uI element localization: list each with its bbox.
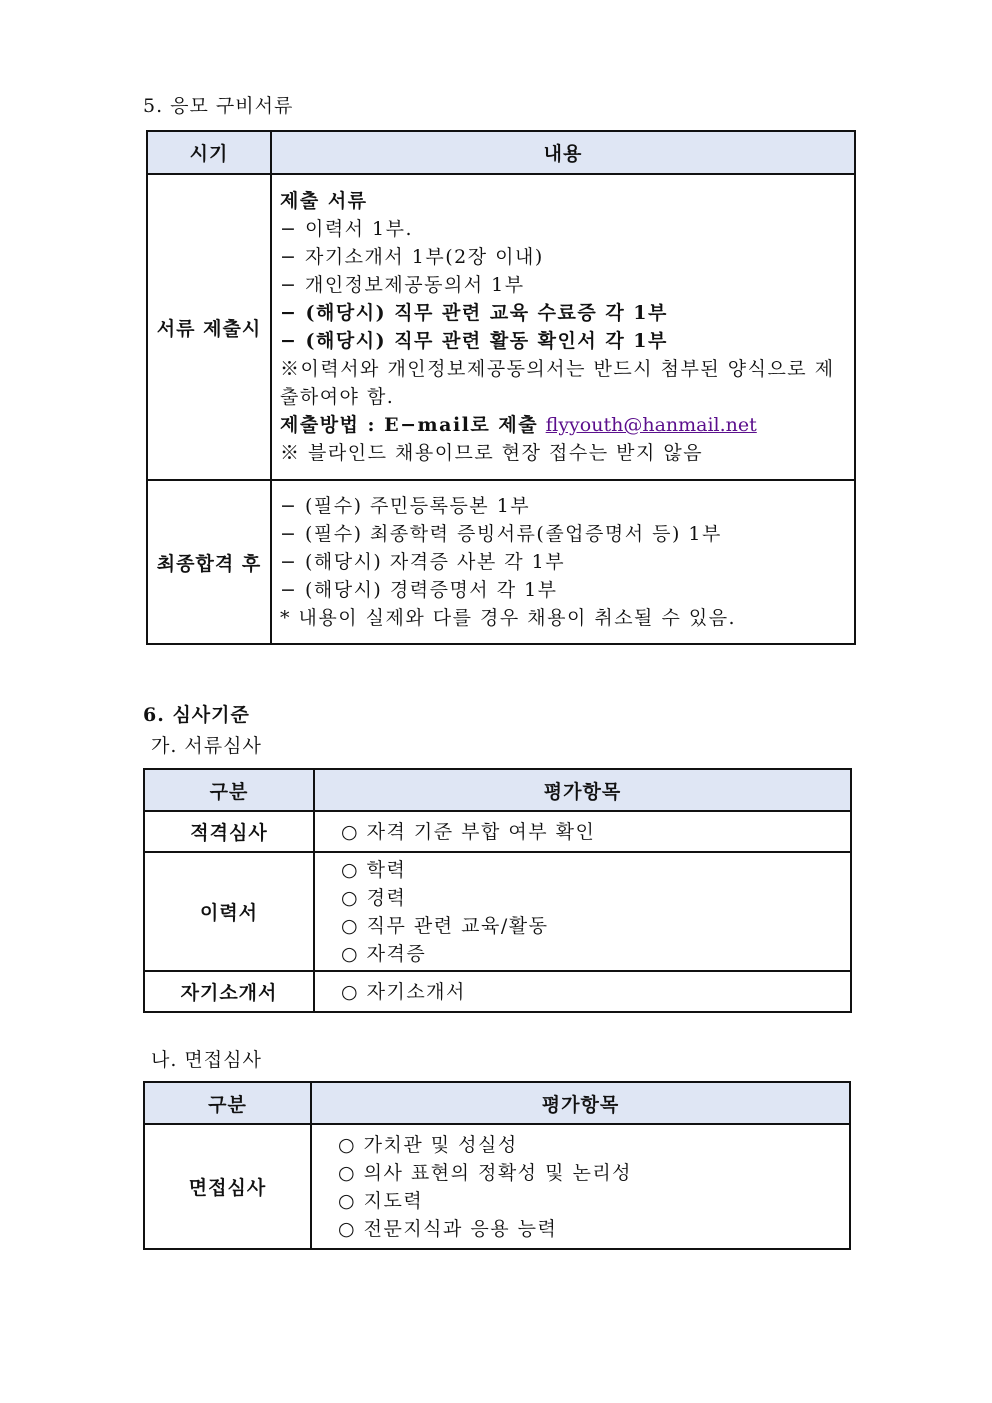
resume-content — [314, 852, 851, 971]
list-item: ○ 지도력 — [338, 1189, 424, 1212]
col-criteria-header: 평가항목 — [311, 1082, 850, 1124]
list-item: − (해당시) 자격증 사본 각 1부 — [280, 551, 566, 573]
eligibility-content — [314, 811, 851, 852]
interview-content — [311, 1124, 850, 1249]
list-item: ○ 직무 관련 교육/활동 — [341, 914, 549, 937]
list-item: − 개인정보제공동의서 1부 — [280, 274, 525, 296]
list-item: ○ 전문지식과 응용 능력 — [338, 1217, 558, 1240]
final-note: * 내용이 실제와 다를 경우 채용이 취소될 수 있음. — [280, 607, 737, 629]
self-intro-content — [314, 971, 851, 1012]
section6-sub-a-title: 가. 서류심사 — [151, 735, 262, 757]
section6-sub-b-title: 나. 면접심사 — [151, 1049, 262, 1071]
list-item: ○ 의사 표현의 정확성 및 논리성 — [338, 1161, 633, 1184]
interview-table — [143, 1081, 851, 1250]
document-review-table — [143, 768, 852, 1013]
list-item: − (필수) 주민등록등본 1부 — [280, 495, 531, 517]
list-item: − 자기소개서 1부(2장 이내) — [280, 246, 544, 268]
submission-method — [280, 411, 846, 439]
list-item: ○ 자격증 — [341, 942, 427, 965]
list-item: − 이력서 1부. — [280, 218, 414, 240]
row-label-eligibility: 적격심사 — [144, 811, 314, 852]
list-item: ○ 경력 — [341, 886, 407, 909]
submission-note: ※이력서와 개인정보제공동의서는 반드시 첨부된 양식으로 제출하여야 함. — [280, 358, 835, 408]
list-item: ○ 가치관 및 성실성 — [338, 1133, 518, 1156]
list-item: − (해당시) 직무 관련 활동 확인서 각 1부 — [280, 330, 668, 352]
email-link[interactable]: flyyouth@hanmail.net — [545, 414, 757, 436]
list-item: − (필수) 최종학력 증빙서류(졸업증명서 등) 1부 — [280, 523, 722, 545]
final-content — [271, 480, 855, 644]
list-item: ○ 자기소개서 — [341, 980, 466, 1003]
section6-title: 6. 심사기준 — [143, 704, 250, 726]
documents-table — [146, 130, 856, 645]
list-item: − (해당시) 직무 관련 교육 수료증 각 1부 — [280, 302, 668, 324]
submission-note2: ※ 블라인드 채용이므로 현장 접수는 받지 않음 — [280, 442, 704, 464]
list-item: ○ 학력 — [341, 858, 407, 881]
list-item: − (해당시) 경력증명서 각 1부 — [280, 579, 558, 601]
row-label-submission: 서류 제출시 — [147, 174, 271, 480]
col-category-header: 구분 — [144, 769, 314, 811]
submission-content — [271, 174, 855, 480]
col-content-header: 내용 — [271, 131, 855, 174]
section5-title: 5. 응모 구비서류 — [143, 95, 294, 117]
submission-heading: 제출 서류 — [280, 190, 368, 212]
row-label-final: 최종합격 후 — [147, 480, 271, 644]
row-label-interview: 면접심사 — [144, 1124, 311, 1249]
col-period-header: 시기 — [147, 131, 271, 174]
method-label: 제출방법 : E−mail로 제출 — [280, 414, 539, 436]
col-criteria-header: 평가항목 — [314, 769, 851, 811]
row-label-resume: 이력서 — [144, 852, 314, 971]
row-label-self-intro: 자기소개서 — [144, 971, 314, 1012]
col-category-header: 구분 — [144, 1082, 311, 1124]
list-item: ○ 자격 기준 부합 여부 확인 — [341, 820, 596, 843]
